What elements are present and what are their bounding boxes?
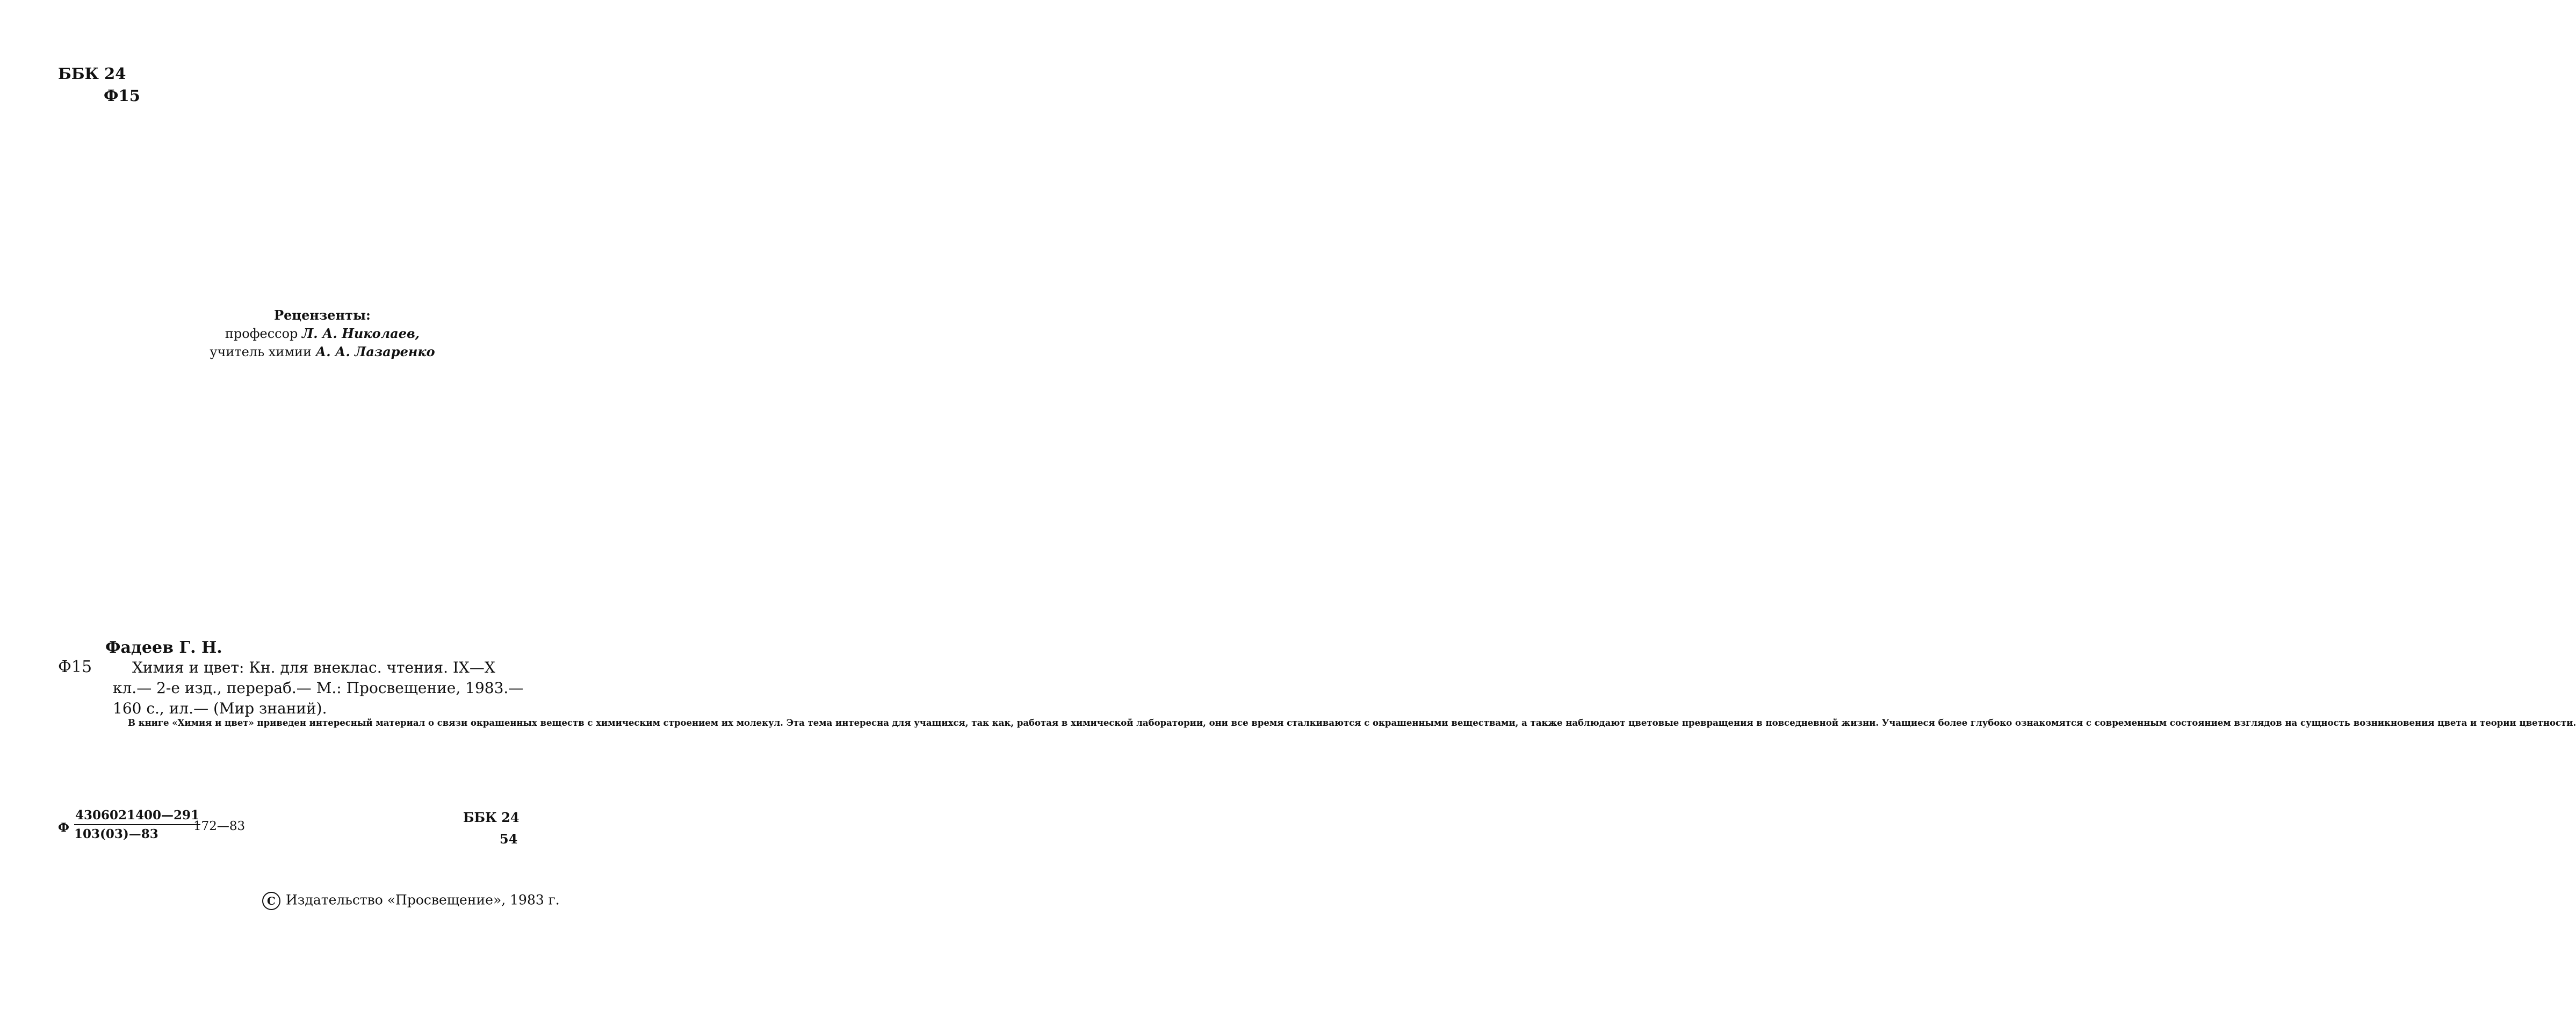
reviewer-1-name: Л. А. Николаев, <box>302 326 420 341</box>
copyright-line <box>262 892 560 910</box>
record-author: Фадеев Г. Н. <box>105 638 222 657</box>
copyright-text: Издательство «Просвещение», 1983 г. <box>286 892 560 908</box>
bib-line-3: 160 с., ил.— (Мир знаний). <box>113 699 327 717</box>
index-fraction <box>74 808 200 841</box>
bbk-bottom-code: ББК 24 <box>463 810 519 825</box>
reviewer-2-name: А. А. Лазаренко <box>315 344 435 359</box>
reviewers-block <box>0 306 645 361</box>
annotation <box>113 718 2576 728</box>
copyright-icon: C <box>262 892 280 910</box>
bib-line-1: Химия и цвет: Кн. для внеклас. чтения. IX—X <box>132 659 495 676</box>
bbk-bottom <box>463 807 519 850</box>
reviewer-2-role: учитель химии <box>210 344 312 359</box>
index-letter: Ф <box>58 821 69 835</box>
bbk-bottom-sub: 54 <box>500 831 518 847</box>
record-bibliography <box>113 658 523 719</box>
reviewer-1-role: профессор <box>225 326 298 341</box>
reviewers-heading: Рецензенты: <box>274 307 371 323</box>
bib-line-2: кл.— 2-е изд., перераб.— М.: Просвещение, 1983.— <box>113 679 524 697</box>
index-denominator: 103(03)—83 <box>74 827 158 841</box>
reviewer-1 <box>0 324 645 343</box>
index-middle: 172—83 <box>193 819 246 833</box>
bbk-code-top: ББК 24 <box>58 64 126 83</box>
annotation-text: В книге «Химия и цвет» приведен интересный материал о связи окрашенных веществ с химическим строением их молекул. Эта тема интересна для учащихся, так как, работая в химической лаборатории, они все время сталкиваются с окрашенными веществами, а также наблюдают цветовые превращения в повседневной жизни. Учащиеся более глубоко ознакомятся с современным состоянием взглядов на сущность возникновения цвета и теории цветности. <box>128 718 2576 728</box>
record-code: Ф15 <box>58 658 92 676</box>
index-numerator: 4306021400—291 <box>74 808 200 825</box>
reviewer-2 <box>0 343 645 361</box>
author-sign-top: Ф15 <box>104 86 140 105</box>
